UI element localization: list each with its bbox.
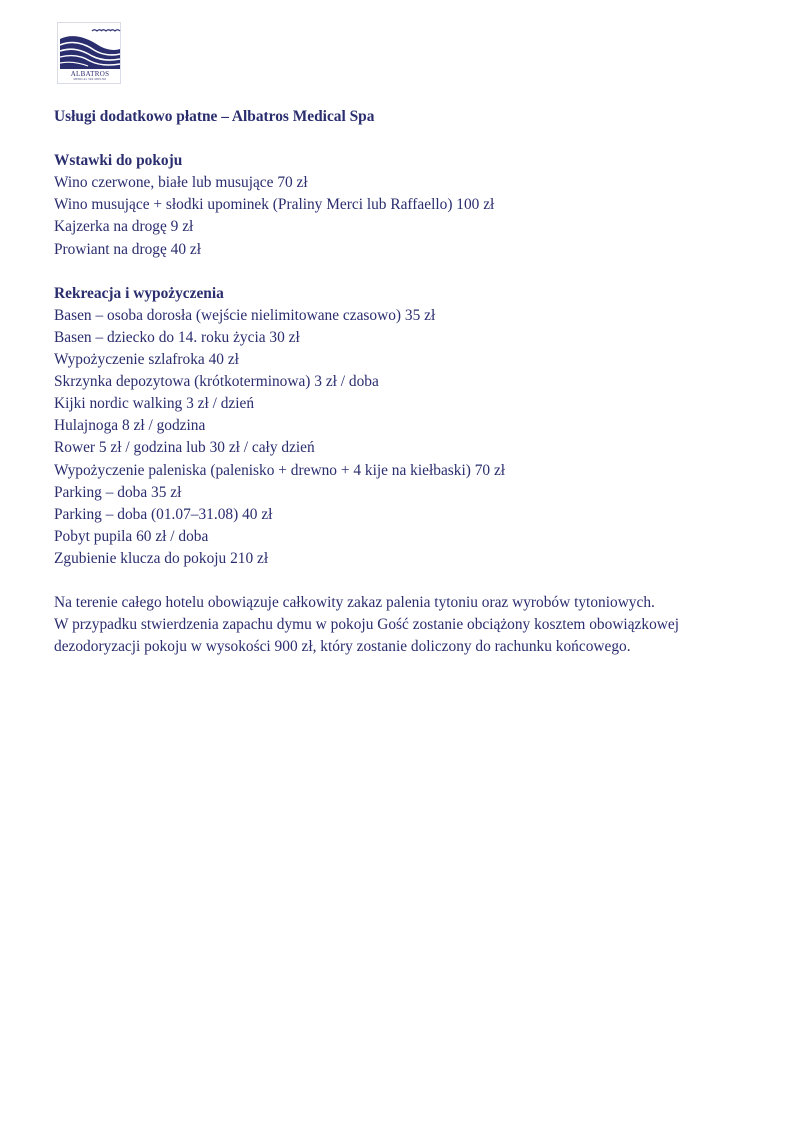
list-item: Basen – dziecko do 14. roku życia 30 zł	[54, 328, 300, 346]
list-item: Parking – doba 35 zł	[54, 483, 182, 501]
wave-emblem-icon	[58, 23, 122, 71]
spacer	[54, 570, 754, 592]
spacer	[54, 128, 754, 150]
section-heading-recreation: Rekreacja i wypożyczenia	[54, 284, 224, 302]
list-item: Wino czerwone, białe lub musujące 70 zł	[54, 174, 308, 192]
list-item: Basen – osoba dorosła (wejście nielimitowane czasowo) 35 zł	[54, 306, 436, 324]
bird-icon	[92, 30, 102, 31]
list-item: Prowiant na drogę 40 zł	[54, 240, 202, 258]
list-item: Kijki nordic walking 3 zł / dzień	[54, 395, 255, 413]
list-item: Hulajnoga 8 zł / godzina	[54, 417, 206, 435]
document-title: Usługi dodatkowo płatne – Albatros Medical Spa	[54, 108, 375, 125]
list-item: Wypożyczenie szlafroka 40 zł	[54, 351, 239, 369]
list-item: Skrzynka depozytowa (krótkoterminowa) 3 zł / doba	[54, 373, 379, 391]
logo-wordmark: ALBATROS	[70, 70, 110, 78]
notice-line: Na terenie całego hotelu obowiązuje całkowity zakaz palenia tytoniu oraz wyrobów tytoniowych.	[54, 594, 655, 612]
albatros-logo	[57, 22, 121, 84]
list-item: Pobyt pupila 60 zł / doba	[54, 527, 209, 545]
list-item: Kajzerka na drogę 9 zł	[54, 218, 194, 236]
spacer	[54, 261, 754, 283]
list-item: Rower 5 zł / godzina lub 30 zł / cały dzień	[54, 439, 315, 457]
list-item: Wypożyczenie paleniska (palenisko + drewno + 4 kije na kiełbaski) 70 zł	[54, 461, 506, 479]
logo-tagline: MEDICAL SPA MIELNO	[73, 78, 107, 81]
document-body	[54, 106, 754, 658]
bird-icon	[110, 30, 120, 31]
list-item: Parking – doba (01.07–31.08) 40 zł	[54, 505, 273, 523]
notice-line: W przypadku stwierdzenia zapachu dymu w pokoju Gość zostanie obciążony kosztem obowiązkowej	[54, 616, 679, 634]
section-heading-room-extras: Wstawki do pokoju	[54, 152, 183, 170]
notice-line: dezodoryzacji pokoju w wysokości 900 zł, który zostanie doliczony do rachunku końcowego.	[54, 638, 631, 656]
list-item: Wino musujące + słodki upominek (Praliny Merci lub Raffaello) 100 zł	[54, 196, 495, 214]
list-item: Zgubienie klucza do pokoju 210 zł	[54, 549, 269, 567]
bird-icon	[101, 30, 111, 31]
